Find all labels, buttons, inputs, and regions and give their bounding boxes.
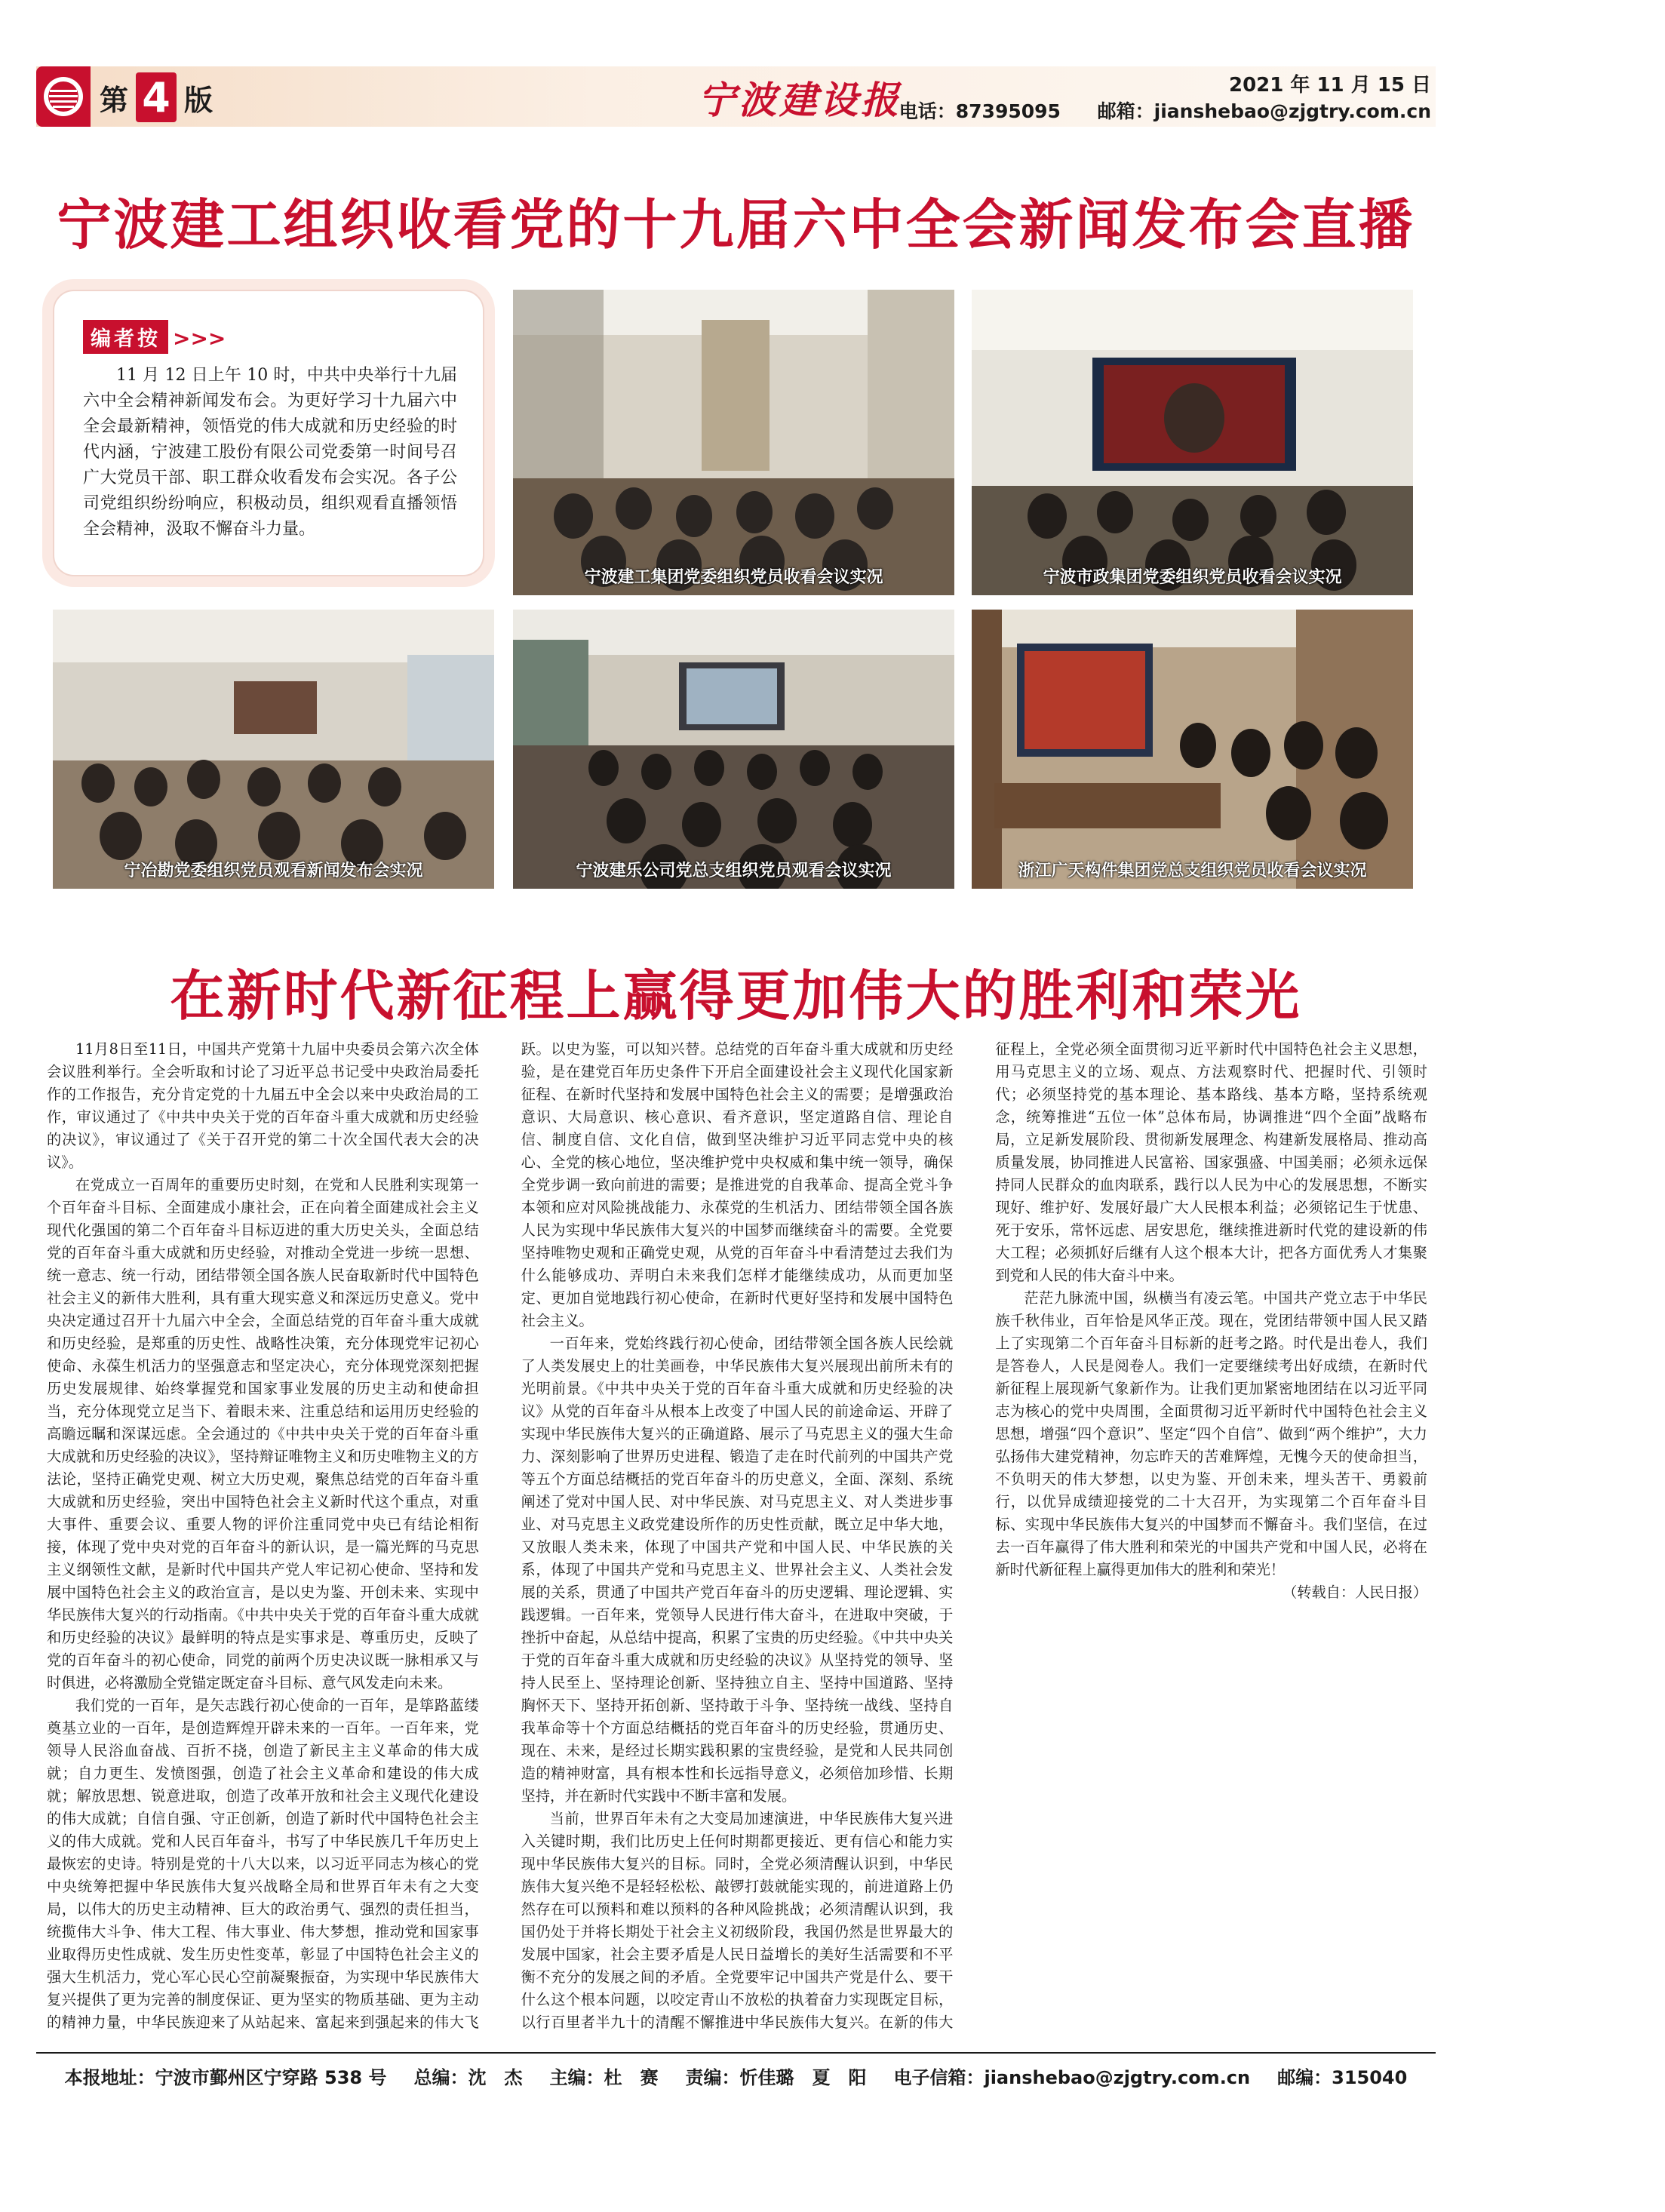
footer [36, 2063, 1436, 2089]
photo-guangtian-goujian [972, 610, 1413, 889]
newspaper-logo [36, 66, 91, 127]
photo-ningbo-jianle [513, 610, 954, 889]
article-source: （转载自：人民日报） [1283, 1584, 1427, 1601]
masthead: 宁波建设报 [698, 78, 902, 122]
header-contact [899, 97, 1431, 124]
article-paragraph: 11月8日至11日，中国共产党第十九届中央委员会第六次全体会议胜利举行。全会听取和讨论了习近平总书记受中央政治局委托作的工作报告，充分肯定党的十九届五中全会以来中央政治局的工作，审议通过了《中共中央关于党的百年奋斗重大成就和历史经验的决议》，审议通过了《关于召开党的第二十次全国代表大会的决议》。 [47, 1040, 479, 1171]
photo-ningbo-jiangong [513, 290, 954, 595]
photo-caption: 宁冶勘党委组织党员观看新闻发布会实况 [124, 861, 423, 880]
editor-note [53, 290, 484, 576]
article-paragraph: 我们党的一百年，是矢志践行初心使命的一百年，是筚路蓝缕奠基立业的一百年，是创造辉煌开辟未来的一百年。一百年来，党领导人民浴血奋战、百折不挠，创造了新民主主义革命的伟大成就；自力更生、发愤图强，创造了社会主义革命和建设的伟大成就；解放思想、锐意进取，创造了改革开放和社会主义现代化建设的伟大成就；自信自强、守正创新，创造了新时代中国特色社会主义的伟大成就。党和人民百年奋斗，书写了中华民族几千年历史上最恢宏的史诗。特别是党的十八大以来，以习近平同志为核心的党中央统筹把握中华民族伟大复兴战略全局和世界百年未有之大变局，以伟大的历史主动精神、巨大的政治勇气、强烈的责任担当，统揽伟大斗争、伟大工程、伟大事业、伟大梦想，推动党和国家事业取得历史性成就、发生历史性变革，彰显了中国特色社会主义的强大生机活力，党心军心民心空前凝聚振奋，为实现中华民族伟大复兴提供了更为完善的制度保证、更为坚实的物质基础、更为主动的精神力量，中华民族迎来了从站起来、富起来到强起来的伟大飞跃。以史为鉴，可以知兴替。总结党的百年奋斗重大成就和历史经验，是在建党百年历史条件下开启全面建设社会主义现代化国家新征程、在新时代坚持和发展中国特色社会主义的需要；是增强政治意识、大局意识、核心意识、看齐意识，坚定道路自信、理论自信、制度自信、文化自信，做到坚决维护习近平同志党中央的核心、全党的核心地位，坚决维护党中央权威和集中统一领导，确保全党步调一致向前进的需要；是推进党的自我革命、提高全党斗争本领和应对风险挑战能力、永葆党的生机活力、团结带领全国各族人民为实现中华民族伟大复兴的中国梦而继续奋斗的需要。全党要坚持唯物史观和正确党史观，从党的百年奋斗中看清楚过去我们为什么能够成功、弄明白未来我们怎样才能继续成功，从而更加坚定、更加自觉地践行初心使命，在新时代更好坚持和发展中国特色社会主义。 [47, 1040, 954, 2031]
article-body [47, 1038, 1427, 2043]
footer-chief-editor: 主编：杜 赛 [549, 2067, 659, 2088]
issue-date: 2021 年 11 月 15 日 [1229, 74, 1431, 97]
header-phone: 电话：87395095 [899, 100, 1061, 122]
photo-caption: 浙江广天构件集团党总支组织党员收看会议实况 [1018, 861, 1367, 880]
photo-caption: 宁波建工集团党委组织党员收看会议实况 [584, 567, 883, 587]
photo-ningye-kan [53, 610, 494, 889]
footer-editors: 责编：忻佳璐 夏 阳 [685, 2067, 867, 2088]
headline-1: 宁波建工组织收看党的十九届六中全会新闻发布会直播 [57, 193, 1415, 257]
article-paragraph: 一百年来，党始终践行初心使命，团结带领全国各族人民绘就了人类发展史上的壮美画卷，中华民族伟大复兴展现出前所未有的光明前景。《中共中央关于党的百年奋斗重大成就和历史经验的决议》从党的百年奋斗从根本上改变了中国人民的前途命运、开辟了实现中华民族伟大复兴的正确道路、展示了马克思主义的强大生命力、深刻影响了世界历史进程、锻造了走在时代前列的中国共产党等五个方面总结概括的党百年奋斗的历史意义，全面、深刻、系统阐述了党对中国人民、对中华民族、对马克思主义、对人类进步事业、对马克思主义政党建设所作的历史性贡献，既立足中华大地，又放眼人类未来，体现了中国共产党和中国人民、中华民族的关系，体现了中国共产党和马克思主义、世界社会主义、人类社会发展的关系，贯通了中国共产党百年奋斗的历史逻辑、理论逻辑、实践逻辑。一百年来，党领导人民进行伟大奋斗，在进取中突破，于挫折中奋起，从总结中提高，积累了宝贵的历史经验。《中共中央关于党的百年奋斗重大成就和历史经验的决议》从坚持党的领导、坚持人民至上、坚持理论创新、坚持独立自主、坚持中国道路、坚持胸怀天下、坚持开拓创新、坚持敢于斗争、坚持统一战线、坚持自我革命等十个方面总结概括的党百年奋斗的历史经验，贯通历史、现在、未来，是经过长期实践积累的宝贵经验，是党和人民共同创造的精神财富，具有根本性和长远指导意义，必须倍加珍惜、长期坚持，并在新时代实践中不断丰富和发展。 [521, 1335, 954, 1805]
photo-caption: 宁波建乐公司党总支组织党员观看会议实况 [576, 861, 892, 880]
editor-note-arrows: >>> [173, 326, 226, 351]
footer-supervisor: 总编：沈 杰 [413, 2067, 523, 2088]
footer-rule [36, 2052, 1436, 2054]
article-paragraph: 在党成立一百周年的重要历史时刻，在党和人民胜利实现第一个百年奋斗目标、全面建成小康社会，正在向着全面建成社会主义现代化强国的第二个百年奋斗目标迈进的重大历史关头，全面总结党的百年奋斗重大成就和历史经验，对推动全党进一步统一思想、统一意志、统一行动，团结带领全国各族人民奋取新时代中国特色社会主义的新伟大胜利，具有重大现实意义和深远历史意义。党中央决定通过召开十九届六中全会，全面总结党的百年奋斗重大成就和历史经验，是郑重的历史性、战略性决策，充分体现党牢记初心使命、永葆生机活力的坚强意志和坚定决心，充分体现党深刻把握历史发展规律、始终掌握党和国家事业发展的历史主动和使命担当，充分体现党立足当下、着眼未来、注重总结和运用历史经验的高瞻远瞩和深谋远虑。全会通过的《中共中央关于党的百年奋斗重大成就和历史经验的决议》，坚持辩证唯物主义和历史唯物主义的方法论，坚持正确党史观、树立大历史观，聚焦总结党的百年奋斗重大成就和历史经验，突出中国特色社会主义新时代这个重点，对重大事件、重要会议、重要人物的评价注重同党中央已有结论相衔接，体现了党中央对党的百年奋斗的新认识，是一篇光辉的马克思主义纲领性文献，是新时代中国共产党人牢记初心使命、坚持和发展中国特色社会主义的政治宣言，是以史为鉴、开创未来、实现中华民族伟大复兴的行动指南。《中共中央关于党的百年奋斗重大成就和历史经验的决议》最鲜明的特点是实事求是、尊重历史，反映了党的百年奋斗的初心使命，同党的前两个历史决议既一脉相承又与时俱进，必将激励全党锚定既定奋斗目标、意气风发走向未来。 [47, 1176, 479, 1691]
article-paragraph: 当前，世界百年未有之大变局加速演进，中华民族伟大复兴进入关键时期，我们比历史上任何时期都更接近、更有信心和能力实现中华民族伟大复兴的目标。同时，全党必须清醒认识到，中华民族伟大复兴绝不是轻轻松松、敲锣打鼓就能实现的，前进道路上仍然存在可以预料和难以预料的各种风险挑战；必须清醒认识到，我国仍处于并将长期处于社会主义初级阶段，我国仍然是世界最大的发展中国家，社会主要矛盾是人民日益增长的美好生活需要和不平衡不充分的发展之间的矛盾。全党要牢记中国共产党是什么、要干什么这个根本问题，以咬定青山不放松的执着奋力实现既定目标，以行百里者半九十的清醒不懈推进中华民族伟大复兴。在新的伟大征程上，全党必须全面贯彻习近平新时代中国特色社会主义思想，用马克思主义的立场、观点、方法观察时代、把握时代、引领时代；必须坚持党的基本理论、基本路线、基本方略，坚持系统观念，统筹推进“五位一体”总体布局，协调推进“四个全面”战略布局，立足新发展阶段、贯彻新发展理念、构建新发展格局、推动高质量发展，协同推进人民富裕、国家强盛、中国美丽；必须永远保持同人民群众的血肉联系，践行以人民为中心的发展思想，不断实现好、维护好、发展好最广大人民根本利益；必须铭记生于忧患、死于安乐，常怀远虑、居安思危，继续推进新时代党的建设新的伟大工程；必须抓好后继有人这个根本大计，把各方面优秀人才集聚到党和人民的伟大奋斗中来。 [521, 1040, 1427, 2031]
globe-logo-icon [44, 77, 83, 116]
header-email: 邮箱：jianshebao@zjgtry.com.cn [1097, 100, 1431, 122]
footer-address: 本报地址：宁波市鄞州区宁穿路 538 号 [64, 2067, 387, 2088]
page-suffix: 版 [184, 83, 214, 117]
photo-ningbo-shizheng [972, 290, 1413, 595]
page-prefix: 第 [100, 83, 129, 117]
editor-note-tag: 编者按 [83, 320, 168, 354]
footer-email: 电子信箱：jianshebao@zjgtry.com.cn [893, 2067, 1251, 2088]
article-paragraph: 茫茫九脉流中国，纵横当有凌云笔。中国共产党立志于中华民族千秋伟业，百年恰是风华正茂。现在，党团结带领中国人民又踏上了实现第二个百年奋斗目标新的赶考之路。时代是出卷人，我们是答卷人，人民是阅卷人。我们一定要继续考出好成绩，在新时代新征程上展现新气象新作为。让我们更加紧密地团结在以习近平同志为核心的党中央周围，全面贯彻习近平新时代中国特色社会主义思想，增强“四个意识”、坚定“四个自信”、做到“两个维护”，大力弘扬伟大建党精神，勿忘昨天的苦难辉煌，无愧今天的使命担当，不负明天的伟大梦想，以史为鉴、开创未来，埋头苦干、勇毅前行，以优异成绩迎接党的二十大召开，为实现第二个百年奋斗目标、实现中华民族伟大复兴的中国梦而不懈奋斗。我们坚信，在过去一百年赢得了伟大胜利和荣光的中国共产党和中国人民，必将在新时代新征程上赢得更加伟大的胜利和荣光！ [995, 1289, 1427, 1578]
photo-caption: 宁波市政集团党委组织党员收看会议实况 [1043, 567, 1342, 587]
footer-postcode: 邮编：315040 [1277, 2067, 1408, 2088]
editor-note-body: 11 月 12 日上午 10 时，中共中央举行十九届六中全会精神新闻发布会。为更好学习十九届六中全会最新精神，领悟党的伟大成就和历史经验的时代内涵，宁波建工股份有限公司党委第一时间号召广大党员干部、职工群众收看发布会实况。各子公司党组织纷纷响应，积极动员，组织观看直播领悟全会精神，汲取不懈奋斗力量。 [83, 366, 457, 539]
page-label [100, 75, 213, 119]
page-number: 4 [136, 72, 177, 122]
headline-2: 在新时代新征程上赢得更加伟大的胜利和荣光 [170, 963, 1302, 1028]
